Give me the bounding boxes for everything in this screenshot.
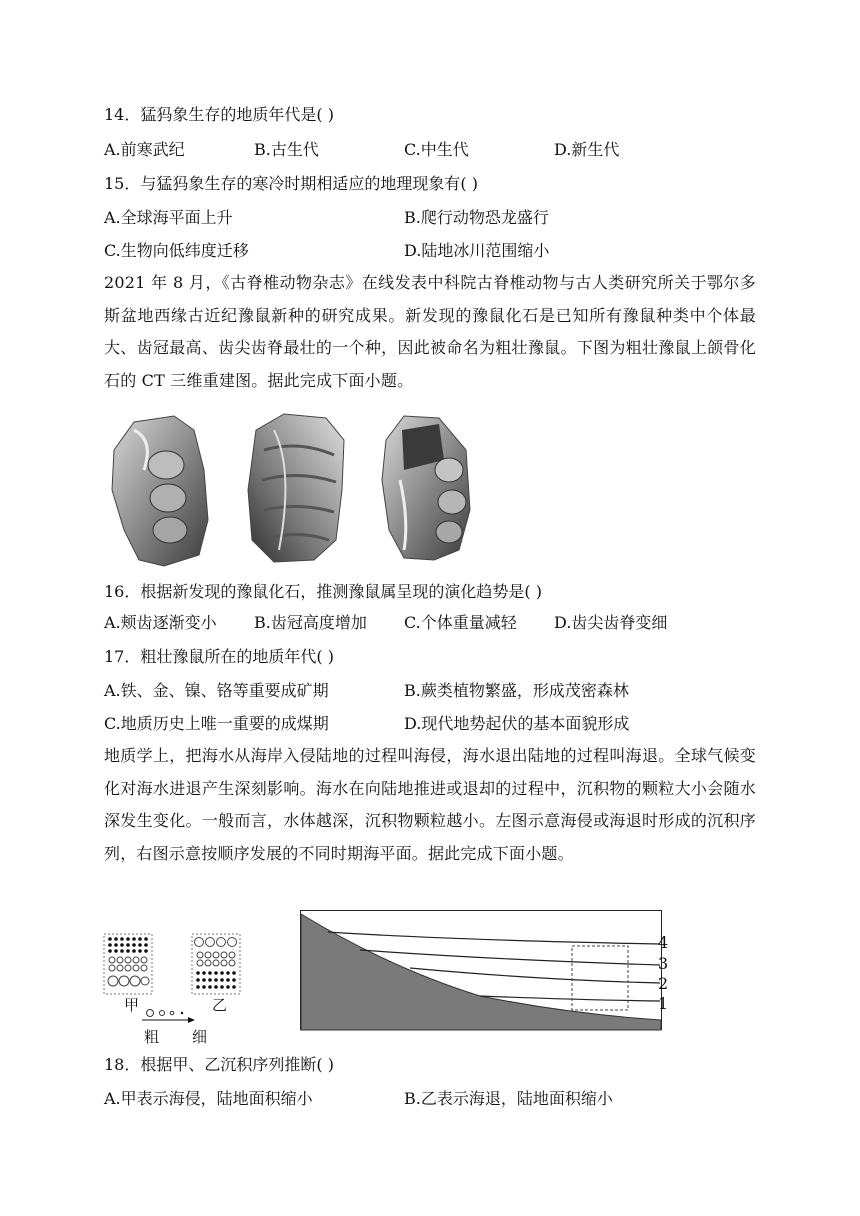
column-yi [192, 934, 240, 994]
q14-option-c: C.中生代 [404, 140, 469, 159]
column-jia [104, 934, 152, 994]
q15-option-d: D.陆地冰川范围缩小 [404, 241, 550, 260]
passage-yushu: 2021 年 8 月，《古脊椎动物杂志》在线发表中科院古脊椎动物与古人类研究所关于鄂尔多斯盆地西缘古近纪豫鼠新种的研究成果。新发现的豫鼠化石是已知所有豫鼠种类中个体最大、齿冠最高、齿尖齿脊最壮的一个种，因此被命名为粗壮豫鼠。下图为粗壮豫鼠上颌骨化石的 CT 三维重建图。据此完成下面小题。 [104, 273, 756, 390]
grain-size-arrow [142, 1010, 195, 1024]
sea-level-figure [300, 910, 680, 1032]
q16-option-d: D.齿尖齿脊变细 [554, 613, 668, 632]
q18-option-a: A.甲表示海侵，陆地面积缩小 [104, 1089, 313, 1108]
q14-option-d: D.新生代 [554, 140, 620, 159]
q18-option-b: B.乙表示海退，陆地面积缩小 [404, 1089, 613, 1108]
label-level-4: 4 [658, 933, 669, 952]
label-coarse: 粗 [144, 1028, 160, 1046]
question-15-stem: 15．与猛犸象生存的寒冷时期相适应的地理现象有( ) [104, 174, 478, 193]
sea-level-1 [480, 996, 660, 1001]
sea-level-2 [410, 968, 660, 983]
q15-option-b: B.爬行动物恐龙盛行 [404, 208, 549, 227]
fossil-ct-figure [104, 410, 484, 570]
q16-option-c: C.个体重量减轻 [404, 613, 517, 632]
passage-transgression: 地质学上，把海水从海岸入侵陆地的过程叫海侵，海水退出陆地的过程叫海退。全球气候变化对海水进退产生深刻影响。海水在向陆地推进或退却的过程中，沉积物的颗粒大小会随水深发生变化。一般而言，水体越深，沉积物颗粒越小。左图示意海侵或海退时形成的沉积序列，右图示意按顺序发展的不同时期海平面。据此完成下面小题。 [104, 746, 756, 863]
q17-option-a: A.铁、金、镍、铬等重要成矿期 [104, 681, 329, 700]
label-fine: 细 [192, 1028, 208, 1046]
q17-option-d: D.现代地势起伏的基本面貌形成 [404, 714, 630, 733]
q15-option-a: A.全球海平面上升 [104, 208, 233, 227]
label-jia: 甲 [124, 996, 140, 1014]
question-17-stem: 17．粗壮豫鼠所在的地质年代( ) [104, 647, 334, 666]
label-yi: 乙 [212, 996, 228, 1014]
q15-option-c: C.生物向低纬度迁移 [104, 241, 249, 260]
question-16-stem: 16．根据新发现的豫鼠化石，推测豫鼠属呈现的演化趋势是( ) [104, 582, 542, 601]
sea-level-4 [328, 932, 660, 944]
q14-option-a: A.前寒武纪 [104, 140, 185, 159]
fossil-view-3 [382, 416, 470, 560]
q16-option-b: B.齿冠高度增加 [254, 613, 367, 632]
label-level-3: 3 [658, 954, 669, 973]
sediment-sequence-figure [100, 930, 260, 1050]
fossil-view-2 [248, 414, 344, 562]
question-18-stem: 18．根据甲、乙沉积序列推断( ) [104, 1055, 334, 1074]
q16-option-a: A.颊齿逐渐变小 [104, 613, 217, 632]
question-14-stem: 14．猛犸象生存的地质年代是( ) [104, 105, 334, 124]
q14-option-b: B.古生代 [254, 140, 319, 159]
label-level-2: 2 [658, 974, 669, 993]
label-level-1: 1 [658, 994, 669, 1013]
sea-level-3 [360, 950, 660, 965]
q17-option-c: C.地质历史上唯一重要的成煤期 [104, 714, 329, 733]
seabed-slope [301, 914, 661, 1030]
q17-option-b: B.蕨类植物繁盛，形成茂密森林 [404, 681, 629, 700]
fossil-view-1 [112, 416, 208, 566]
